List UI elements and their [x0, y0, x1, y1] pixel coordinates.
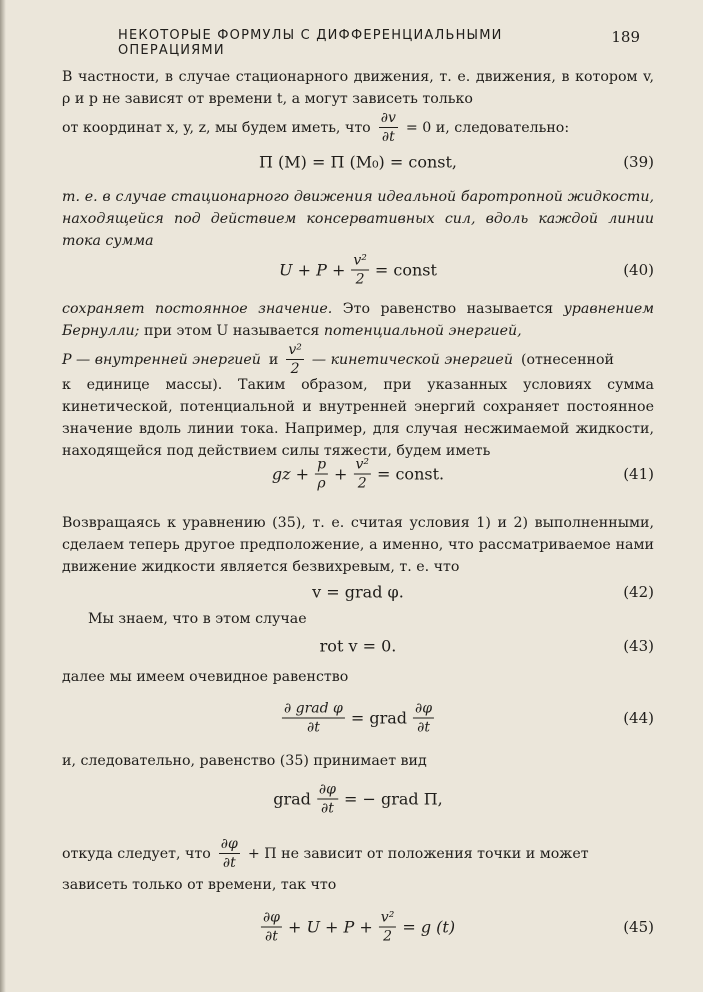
inline-fraction-v2-2: $\frac{\text{v²}}{2}$ [288, 342, 302, 377]
eq45-fraction-dphi-dt: $\frac{\partial\varphi}{\partial t}$ [262, 909, 280, 945]
paragraph-stationary: В частности, в случае стационарного движения, т. е. движения, в котором v, ρ и p не зависят от времени t, а могут зависеть только [62, 69, 654, 107]
equation-39 [62, 142, 654, 182]
running-head [118, 28, 640, 58]
paragraph-energy-sum: к единице массы). Таким образом, при указанных условиях сумма кинетической, потенциальной и внутренней энергий сохраняет постоянное значение вдоль линии тока. Например, для случая несжимаемой жидкости, находящейся под действием силы тяжести, будем иметь [62, 377, 654, 459]
equation-unnumbered: grad $\frac{\partial\varphi}{\partial t}$ = − grad Π, [273, 781, 443, 817]
running-head-title: НЕКОТОРЫЕ ФОРМУЛЫ С ДИФФЕРЕНЦИАЛЬНЫМИ ОПЕРАЦИЯМИ [118, 28, 503, 58]
eq41-fraction-p-rho: $\frac{p}{\rho}$ [317, 456, 327, 492]
eq44-number: (44) [623, 709, 654, 727]
paragraph-stationary-cont [62, 110, 654, 145]
eq44-fraction-left: $\frac{\text{∂ grad φ}}{\partial t}$ [283, 700, 343, 736]
page-gutter-shadow [0, 0, 6, 992]
paragraph-we-know: Мы знаем, что в этом случае [88, 611, 307, 627]
equation-42: v = grad φ. (42) [312, 582, 654, 602]
eq-unnum-fraction: $\frac{\partial\varphi}{\partial t}$ [318, 781, 336, 817]
paragraph-takes-form: и, следовательно, равенство (35) принимает вид [62, 753, 427, 769]
inline-fraction-dphi-dt: $\frac{\partial\varphi}{\partial t}$ [220, 836, 238, 871]
eq41-number: (41) [623, 465, 654, 483]
eq40-left: U + P + [279, 260, 346, 280]
eq44-fraction-right: $\frac{\partial\varphi}{\partial t}$ [415, 700, 433, 736]
eq39-number: (39) [623, 153, 654, 171]
eq40-right: = const [374, 260, 437, 280]
paragraph-obvious-equality: далее мы имеем очевидное равенство [62, 669, 349, 685]
paragraph-bernoulli: сохраняет постоянное значение. Это равенство называется уравнением Бернулли; при этом U называется потенциальной энергией, [62, 301, 654, 339]
eq45-number: (45) [623, 918, 654, 936]
eq43-number: (43) [623, 637, 654, 655]
paragraph-depends-on-time: зависеть только от времени, так что [62, 877, 337, 893]
paragraph-bernoulli-intro: т. е. в случае стационарного движения идеальной баротропной жидкости, находящейся под действием консервативных сил, вдоль каждой линии тока сумма [62, 189, 654, 249]
equation-41: gz + $\frac{p}{\rho}$ + $\frac{\text{v²}}{2}$ = const. (41) [271, 456, 654, 492]
paragraph-whence: откуда следует, что $\frac{\partial\varphi}{\partial t}$ + Π не зависит от положения точки и может [62, 836, 589, 871]
eq42-number: (42) [623, 583, 654, 601]
eq45-fraction-v2-2: $\frac{\text{v²}}{2}$ [380, 909, 395, 945]
text-coordinates: от координат x, y, z, мы будем иметь, что [62, 119, 371, 136]
equation-43: rot v = 0. (43) [319, 636, 654, 656]
equation-45: $\frac{\partial\varphi}{\partial t}$ + U + P + $\frac{\text{v²}}{2}$ = g (t) (45) [262, 909, 654, 945]
equation-40 [62, 248, 654, 292]
paragraph-irrotational: Возвращаясь к уравнению (35), т. е. считая условия 1) и 2) выполненными, сделаем теперь другое предположение, а именно, что рассматриваемое нами движение жидкости является безвихревым, т. е. что [62, 515, 654, 575]
text-consequently: = 0 и, следовательно: [405, 119, 570, 136]
eq39-expression: Π (M) = Π (M₀) = const, [258, 152, 458, 172]
eq40-number: (40) [623, 261, 654, 279]
paragraph-energies: P — внутренней энергией и $\frac{\text{v²}}{2}$ — кинетической энергией (отнесенной [62, 342, 614, 377]
eq40-fraction: $\frac{\text{v²}}{2}$ [353, 252, 367, 288]
page-number: 189 [611, 28, 640, 46]
eq41-fraction-v2-2: $\frac{\text{v²}}{2}$ [355, 456, 369, 492]
equation-44: $\frac{\text{∂ grad φ}}{\partial t}$ = grad $\frac{\partial\varphi}{\partial t}$ (44) [283, 700, 654, 736]
inline-fraction-dv-dt: $\frac{\partial v}{\partial t}$ [380, 110, 396, 145]
